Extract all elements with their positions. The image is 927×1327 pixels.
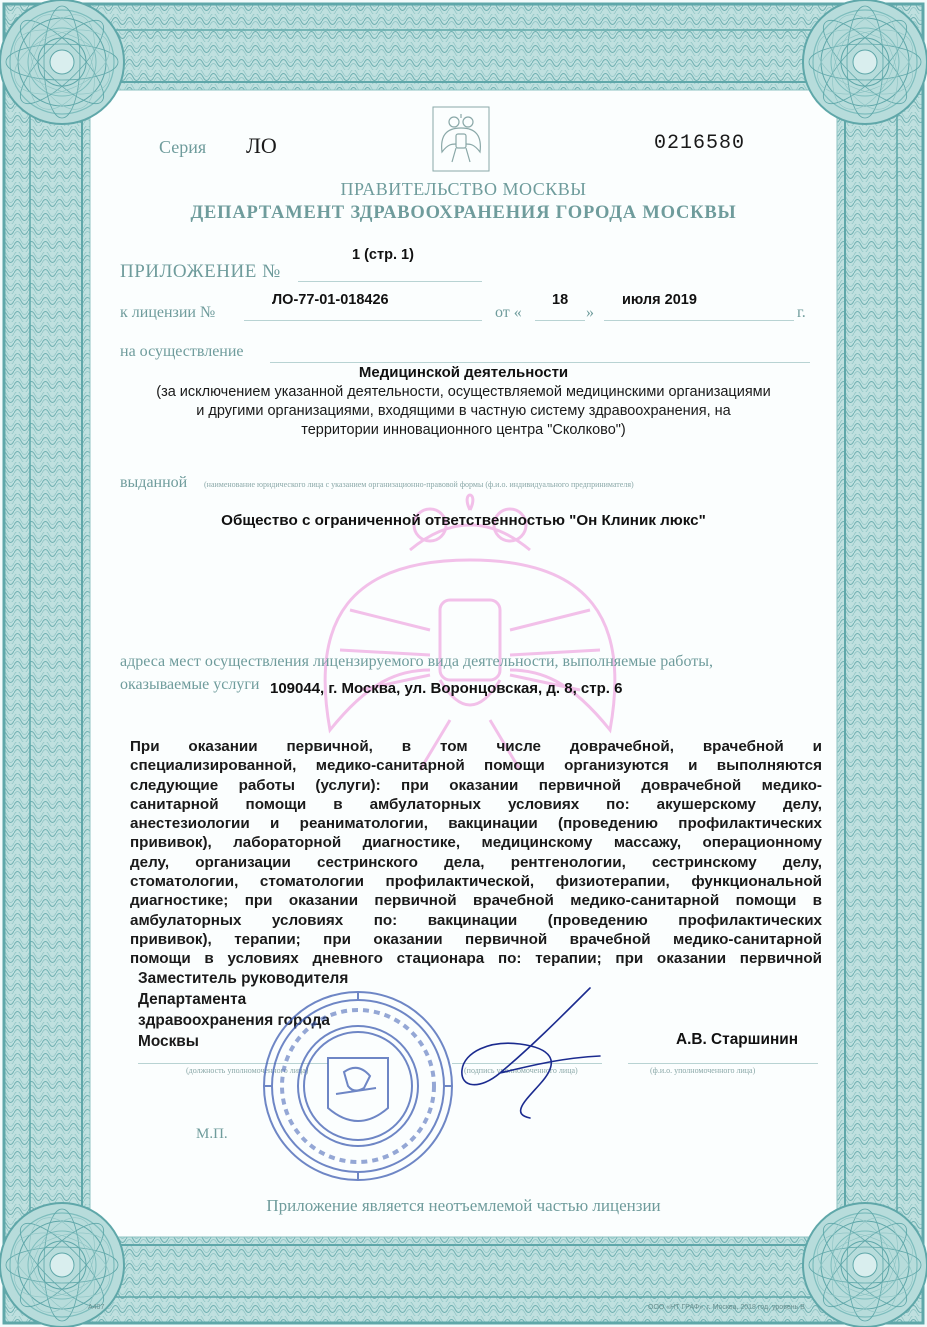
issued-hint: (наименование юридического лица с указанием организационно-правовой формы (ф.и.о. индивидуального предпринимателя) — [204, 480, 634, 489]
license-label: к лицензии № — [120, 304, 216, 321]
services-line: диагностике; при оказании первичной врачебной медико-санитарной помощи в — [130, 892, 822, 910]
day-underline — [535, 320, 585, 321]
signatory-position-line: Департамента — [138, 991, 247, 1008]
footer-note: Приложение является неотъемлемой частью лицензии — [266, 1196, 661, 1215]
issued-label: выданной — [120, 474, 188, 491]
activity-underline — [270, 362, 810, 363]
activity-title: Медицинской деятельности — [358, 364, 569, 381]
license-month-year: июля 2019 — [622, 292, 697, 308]
services-line: делу, организации сестринского дела, рентгенологии, сестринскому делу, — [130, 853, 822, 871]
position-hint: (должность уполномоченного лица) — [186, 1066, 309, 1075]
name-hint: (ф.и.о. уполномоченного лица) — [650, 1066, 756, 1075]
name-underline — [628, 1063, 818, 1064]
services-line: стоматологии, стоматологии профилактической, физиотерапии, функциональной — [130, 873, 822, 891]
services-line: санитарной помощи в амбулаторных условиях по: акушерскому делу, — [130, 795, 822, 813]
signatory-position-line: здравоохранения города — [138, 1012, 330, 1029]
series-value: ЛО — [246, 133, 277, 158]
services-line: При оказании первичной, в том числе доврачебной, врачебной и — [130, 738, 822, 755]
official-stamp-icon — [258, 986, 458, 1186]
activity-description — [96, 383, 831, 440]
services-line: амбулаторных условиях по: вакцинации (проведению профилактических — [130, 911, 822, 929]
appendix-value: 1 (стр. 1) — [352, 247, 414, 263]
signatory-name: А.В. Старшинин — [676, 1031, 799, 1048]
coat-of-arms-icon — [432, 106, 490, 172]
services-text — [130, 737, 822, 969]
government-title: ПРАВИТЕЛЬСТВО МОСКВЫ — [340, 179, 587, 199]
services-line: анестезиологии и реаниматологии, вакцинации (проведению профилактических — [130, 815, 822, 833]
year-suffix: г. — [797, 304, 806, 321]
services-line: прививок), лабораторной диагностике, медицинскому массажу, операционному — [130, 834, 822, 852]
services-line: специализированной, медико-санитарной помощи организуются и выполняются — [130, 757, 822, 775]
services-line: помощи в условиях дневного стационара по: терапии; при оказании первичной — [130, 950, 822, 968]
month-underline — [604, 320, 794, 321]
services-line: следующие работы (услуги): при оказании первичной доврачебной медико- — [130, 776, 822, 794]
activity-label: на осуществление — [120, 343, 244, 360]
signature-hint: (подпись уполномоченного лица) — [464, 1066, 578, 1075]
license-number: ЛО-77-01-018426 — [272, 292, 389, 308]
license-number-underline — [244, 320, 482, 321]
date-close-label: » — [586, 304, 594, 321]
printer-info: ООО «НТ ГРАФ», г. Москва, 2018 год, уровень В — [648, 1304, 805, 1311]
signatory-position-line: Москвы — [138, 1033, 199, 1050]
activity-description-line: и другими организациями, входящими в частную систему здравоохранения, на — [196, 403, 731, 419]
services-line: прививок), терапии; при оказании первичной врачебной медико-санитарной — [130, 930, 822, 948]
activity-description-line: (за исключением указанной деятельности, осуществляемой медицинскими организациями — [156, 384, 771, 400]
department-title: ДЕПАРТАМЕНТ ЗДРАВООХРАНЕНИЯ ГОРОДА МОСКВЫ — [190, 203, 737, 223]
addresses-label-line2: оказываемые услуги — [120, 676, 260, 693]
appendix-underline — [298, 281, 482, 282]
date-open-label: от « — [495, 304, 522, 321]
seal-place-label: М.П. — [196, 1126, 228, 1142]
series-label: Серия — [159, 137, 207, 157]
signatory-position-line: Заместитель руководителя — [138, 970, 349, 987]
address-value: 109044, г. Москва, ул. Воронцовская, д. 8, стр. 6 — [270, 680, 623, 697]
addresses-label-line1: адреса мест осуществления лицензируемого вида деятельности, выполняемые работы, — [120, 653, 713, 670]
appendix-label: ПРИЛОЖЕНИЕ № — [120, 261, 281, 282]
organization-name: Общество с ограниченной ответственностью "Он Клиник люкс" — [221, 512, 706, 529]
form-number: 0216580 — [654, 132, 746, 155]
handwritten-signature-icon — [440, 978, 610, 1128]
license-day: 18 — [552, 292, 569, 308]
activity-description-line: территории инновационного центра "Сколково") — [301, 422, 626, 438]
form-code: А407 — [88, 1304, 105, 1311]
